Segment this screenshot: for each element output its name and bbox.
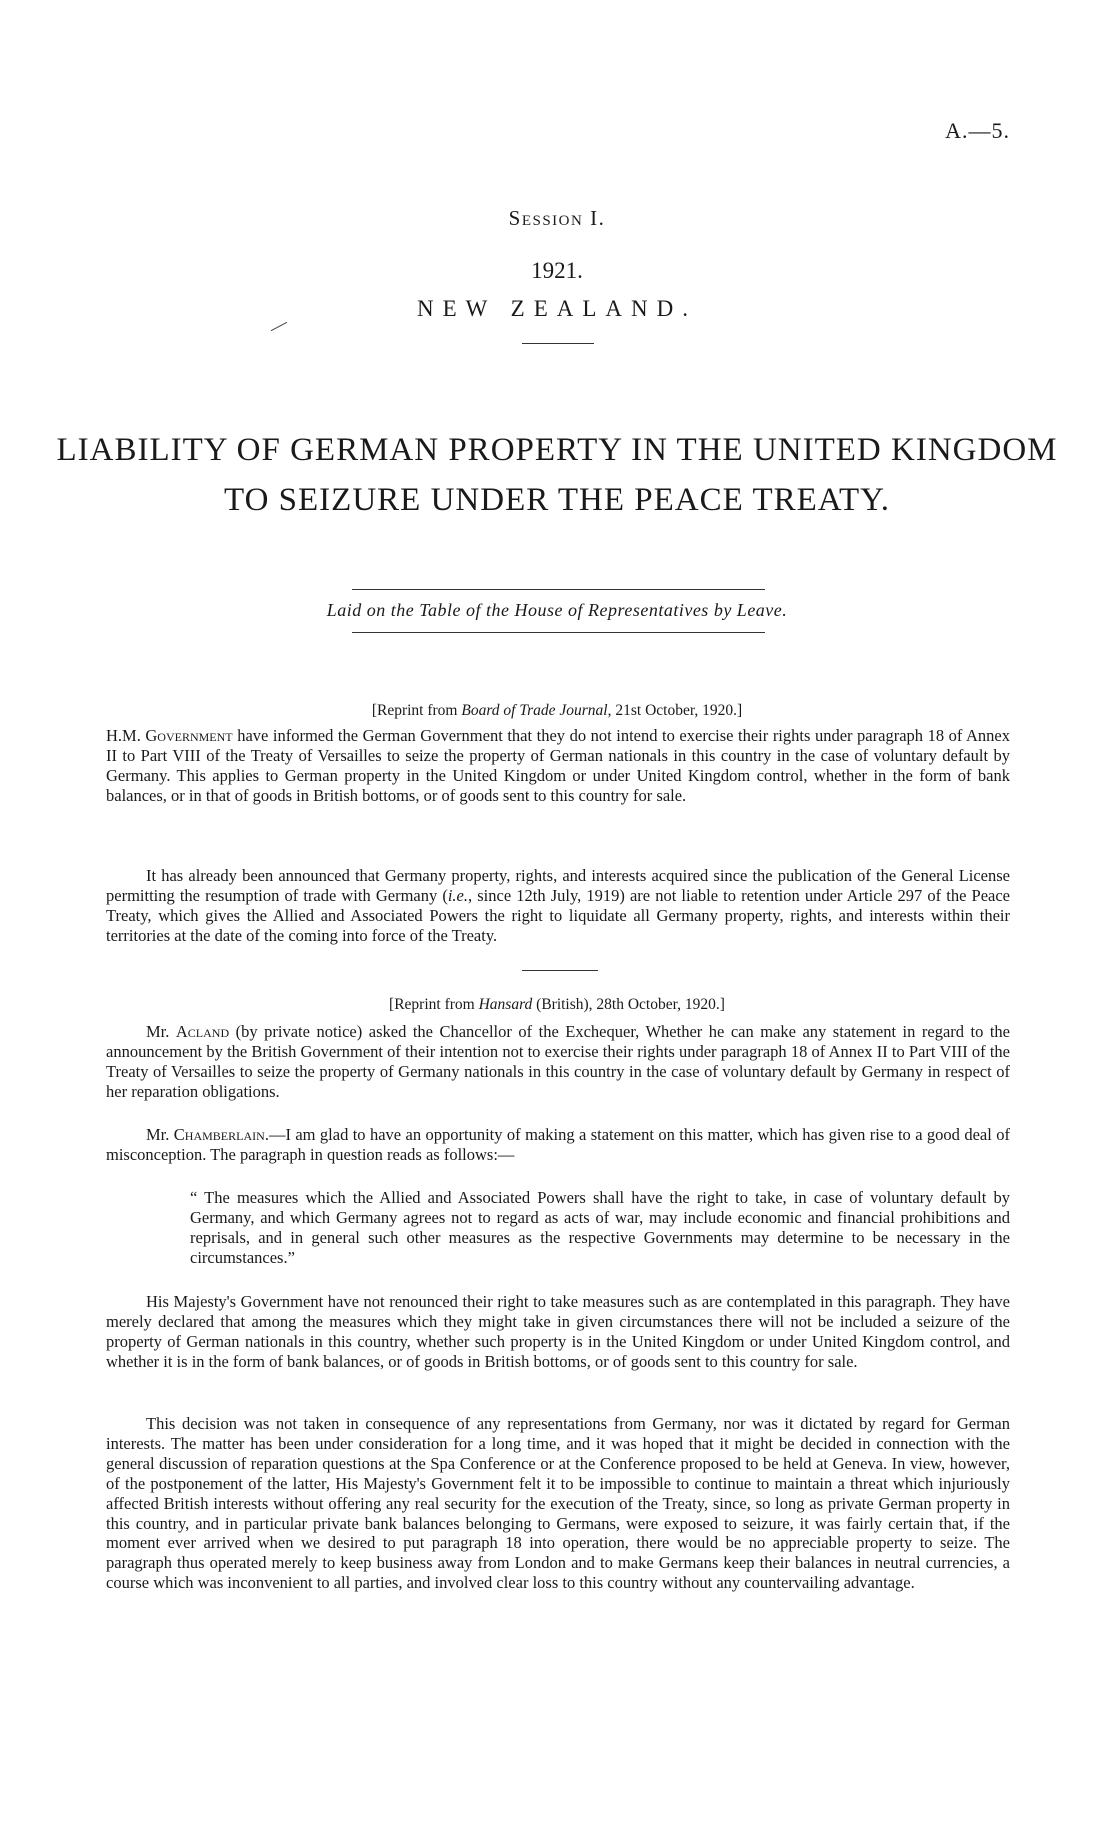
reprint-prefix: [Reprint from (389, 996, 479, 1013)
paragraph-text: have informed the German Government that they do not intend to exercise their rights under paragraph 18 of Annex II to Part VIII of the Treaty of Versailles to seize the property of German nationals in this country in the case of voluntary default by Germany. This applies to German property in the United Kingdom or under United Kingdom control, whether in the form of bank balances, or in that of goods in British bottoms, or of goods sent to this country for sale. (106, 726, 1010, 805)
title-line-1: LIABILITY OF GERMAN PROPERTY IN THE UNITED KINGDOM (56, 432, 1058, 468)
paragraph-lead: H.M. Government (106, 726, 233, 745)
reprint-source: Hansard (478, 996, 533, 1013)
header-divider (522, 343, 594, 344)
year-label: 1921. (531, 258, 583, 283)
section1-paragraph-1 (106, 726, 1010, 806)
pen-mark (271, 322, 287, 331)
laid-rule-bottom (352, 632, 765, 633)
paragraph-text: , since 12th July, 1919) are not liable to retention under Article 297 of the Peace Treaty, which gives the Allied and Associated Powers the right to liquidate all Germany property, rights, and interests within their territories at the date of the coming into force of the Treaty. (106, 885, 1010, 945)
section2-paragraph-4: This decision was not taken in consequence of any representations from Germany, nor was it dictated by regard for German interests. The matter has been under consideration for a long time, and it was hoped that it might be decided in connection with the general discussion of reparation questions at the Spa Conference or at the Conference proposed to be held at Geneva. In view, however, of the postponement of the latter, His Majesty's Government felt it to be impossible to continue to maintain a threat which injuriously affected British interests without offering any real security for the execution of the Treaty, since, so long as private German property in this country, and in particular private bank balances belonging to Germans, were exposed to seizure, it was fairly certain that, if the moment ever arrived when we desired to put paragraph 18 into operation, there would be no appreciable property to seize. The paragraph thus operated merely to keep business away from London and to make Germans keep their balances in neutral currencies, a course which was inconvenient to all parties, and involved clear loss to this country without any countervailing advantage. (106, 1414, 1010, 1593)
section-divider (522, 970, 598, 971)
page-reference: A.—5. (945, 118, 1010, 143)
reprint-note-2 (0, 996, 1114, 1014)
paragraph-italic: i.e. (447, 885, 469, 905)
country-label: NEW ZEALAND. (416, 296, 698, 321)
paragraph-text: Mr. (146, 1022, 176, 1041)
section1-paragraph-2 (106, 866, 1010, 946)
paragraph-text: It has already been announced that Germany property, rights, and interests acquired since the publication of the General License permitting the resumption of trade with Germany ( (106, 866, 1010, 905)
title-line-2: TO SEIZURE UNDER THE PEACE TREATY. (224, 482, 890, 518)
speaker-name: Acland (175, 1022, 230, 1041)
paragraph-text: (by private notice) asked the Chancellor of the Exchequer, Whether he can make any statement in regard to the announcement by the British Government of their intention not to exercise their rights under paragraph 18 of Annex II to Part VIII of the Treaty of Versailles to seize the property of Germany nationals in this country in the case of voluntary default by Germany in respect of her reparation obligations. (106, 1022, 1010, 1101)
session-label: Session I. (508, 206, 606, 230)
paragraph-text: Mr. (146, 1125, 174, 1144)
speaker-name: Chamberlain (173, 1125, 265, 1144)
reprint-date: (British), 28th October, 1920.] (532, 996, 725, 1013)
laid-on-table-note: Laid on the Table of the House of Representatives by Leave. (326, 600, 788, 620)
reprint-prefix: [Reprint from (371, 702, 462, 719)
reprint-source: Board of Trade Journal (461, 702, 608, 719)
treaty-quotation: “ The measures which the Allied and Associated Powers shall have the right to take, in case of voluntary default by Germany, and which Germany agrees not to regard as acts of war, may include economic and financial prohibitions and reprisals, and in general such other measures as the respective Governments may determine to be necessary in the circumstances.” (190, 1188, 1010, 1267)
document-title (0, 425, 1114, 525)
reprint-date: , 21st October, 1920.] (607, 702, 743, 719)
laid-rule-top (352, 589, 765, 590)
paragraph-text: .—I am glad to have an opportunity of making a statement on this matter, which has given rise to a good deal of misconception. The paragraph in question reads as follows:— (106, 1125, 1010, 1164)
reprint-note-1 (0, 702, 1114, 720)
section2-paragraph-1 (106, 1022, 1010, 1102)
section2-paragraph-3: His Majesty's Government have not renounced their right to take measures such as are contemplated in this paragraph. They have merely declared that among the measures which they might take in given circumstances there will not be included a seizure of the property of German nationals in this country, whether such property is in the United Kingdom or under United Kingdom control, and whether it is in the form of bank balances, or of goods in British bottoms, or of goods sent to this country for sale. (106, 1292, 1010, 1371)
section2-paragraph-2 (106, 1125, 1010, 1165)
